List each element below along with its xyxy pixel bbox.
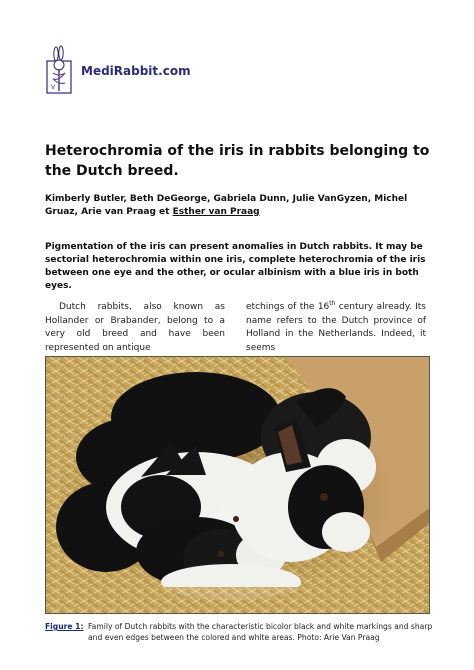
author-names: Kimberly Butler, Beth DeGeorge, Gabriela Dunn, Julie VanGyzen, Michel Gruaz, Arie van Praag et bbox=[45, 194, 408, 217]
author-link[interactable]: Esther van Praag bbox=[172, 207, 260, 217]
figure-caption-text: Family of Dutch rabbits with the characteristic bicolor black and white markings and sharp and even edges between the colored and white areas. Photo: Arie Van Praag bbox=[88, 622, 433, 642]
figure-label: Figure 1: bbox=[45, 622, 84, 631]
logo-text: MediRabbit.com bbox=[81, 64, 191, 78]
body-column-left bbox=[45, 301, 225, 355]
body-text-left: Dutch rabbits, also known as Hollander or Brabander, belong to a very old breed and have been represented on antique bbox=[45, 302, 225, 353]
article-title: Heterochromia of the iris in rabbits belonging to the Dutch breed. bbox=[45, 143, 430, 179]
abstract: Pigmentation of the iris can present anomalies in Dutch rabbits. It may be sectorial heterochromia within one iris, complete heterochromia of the iris between one eye and the other, or ocular albinism with a blue iris in both eyes. bbox=[45, 242, 426, 291]
dutch-rabbits-image bbox=[46, 357, 430, 614]
svg-text:V: V bbox=[51, 84, 56, 91]
rabbits-photo bbox=[45, 356, 430, 614]
body-column-right bbox=[246, 301, 426, 355]
medirabbit-logo[interactable] bbox=[45, 45, 191, 95]
rabbit-caduceus-logo-icon bbox=[45, 45, 75, 95]
author-list bbox=[45, 193, 430, 219]
body-text-right: etchings of the 16th century already. Its name refers to the Dutch province of Holland in the Netherlands. Indeed, it seems bbox=[246, 300, 426, 353]
